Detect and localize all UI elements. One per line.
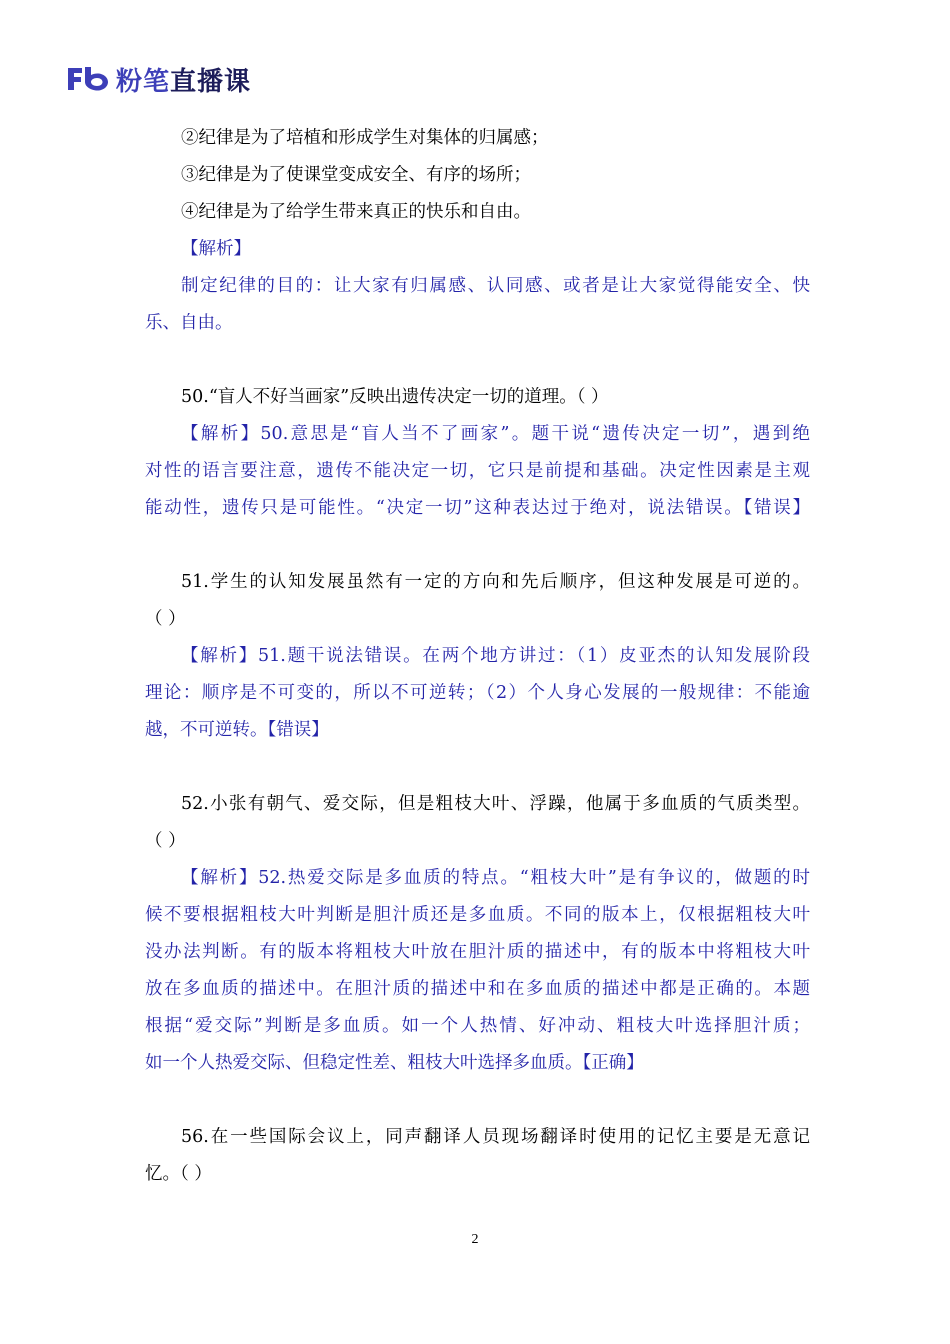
analysis-line: 制定纪律的目的：让大家有归属感、认同感、或者是让大家觉得能安全、快 — [181, 276, 810, 296]
analysis-line: 候不要根据粗枝大叶判断是胆汁质还是多血质。不同的版本上，仅根据粗枝大叶 — [145, 905, 810, 925]
analysis-line: 乐、自由。 — [145, 313, 233, 333]
logo-brand-text: 粉笔 — [116, 66, 171, 97]
question-56: 56.在一些国际会议上，同声翻译人员现场翻译时使用的记忆主要是无意记 — [181, 1127, 810, 1147]
document-body — [145, 120, 810, 1193]
analysis-line: 放在多血质的描述中。在胆汁质的描述中和在多血质的描述中都是正确的。本题 — [145, 979, 810, 999]
paragraph-line: ④纪律是为了给学生带来真正的快乐和自由。 — [181, 202, 531, 222]
question-51-bracket: （ ） — [145, 609, 186, 629]
analysis-heading: 【解析】 — [181, 239, 251, 259]
analysis-line: 【解析】51.题干说法错误。在两个地方讲过：（1）皮亚杰的认知发展阶段 — [181, 646, 810, 666]
analysis-line: 根据“爱交际”判断是多血质。如一个人热情、好冲动、粗枝大叶选择胆汁质； — [145, 1016, 810, 1036]
analysis-line: 如一个人热爱交际、但稳定性差、粗枝大叶选择多血质。【正确】 — [145, 1053, 644, 1073]
fb-logo-icon — [66, 65, 110, 93]
analysis-line: 【解析】52.热爱交际是多血质的特点。“粗枝大叶”是有争议的，做题的时 — [181, 868, 810, 888]
question-52: 52.小张有朝气、爱交际，但是粗枝大叶、浮躁，他属于多血质的气质类型。 — [181, 794, 810, 814]
question-52-bracket: （ ） — [145, 831, 186, 851]
question-56-line: 忆。（ ） — [145, 1164, 212, 1184]
analysis-line: 理论：顺序是不可变的，所以不可逆转；（2）个人身心发展的一般规律：不能逾 — [145, 683, 810, 703]
fenbi-logo — [66, 62, 251, 96]
question-51: 51.学生的认知发展虽然有一定的方向和先后顺序，但这种发展是可逆的。 — [181, 572, 810, 592]
logo-text — [116, 61, 251, 98]
page-number: 2 — [471, 1232, 479, 1247]
analysis-line: 【解析】50.意思是“盲人当不了画家”。题干说“遗传决定一切”，遇到绝 — [181, 424, 810, 444]
question-50: 50.“盲人不好当画家”反映出遗传决定一切的道理。（ ） — [181, 387, 609, 407]
logo-sub-text: 直播课 — [170, 66, 252, 97]
paragraph-line: ②纪律是为了培植和形成学生对集体的归属感； — [181, 128, 549, 148]
paragraph-line: ③纪律是为了使课堂变成安全、有序的场所； — [181, 165, 531, 185]
analysis-line: 没办法判断。有的版本将粗枝大叶放在胆汁质的描述中，有的版本中将粗枝大叶 — [145, 942, 810, 962]
analysis-line: 能动性，遗传只是可能性。“决定一切”这种表达过于绝对，说法错误。【错误】 — [145, 498, 810, 518]
analysis-line: 对性的语言要注意，遗传不能决定一切，它只是前提和基础。决定性因素是主观 — [145, 461, 810, 481]
analysis-line: 越，不可逆转。【错误】 — [145, 720, 329, 740]
